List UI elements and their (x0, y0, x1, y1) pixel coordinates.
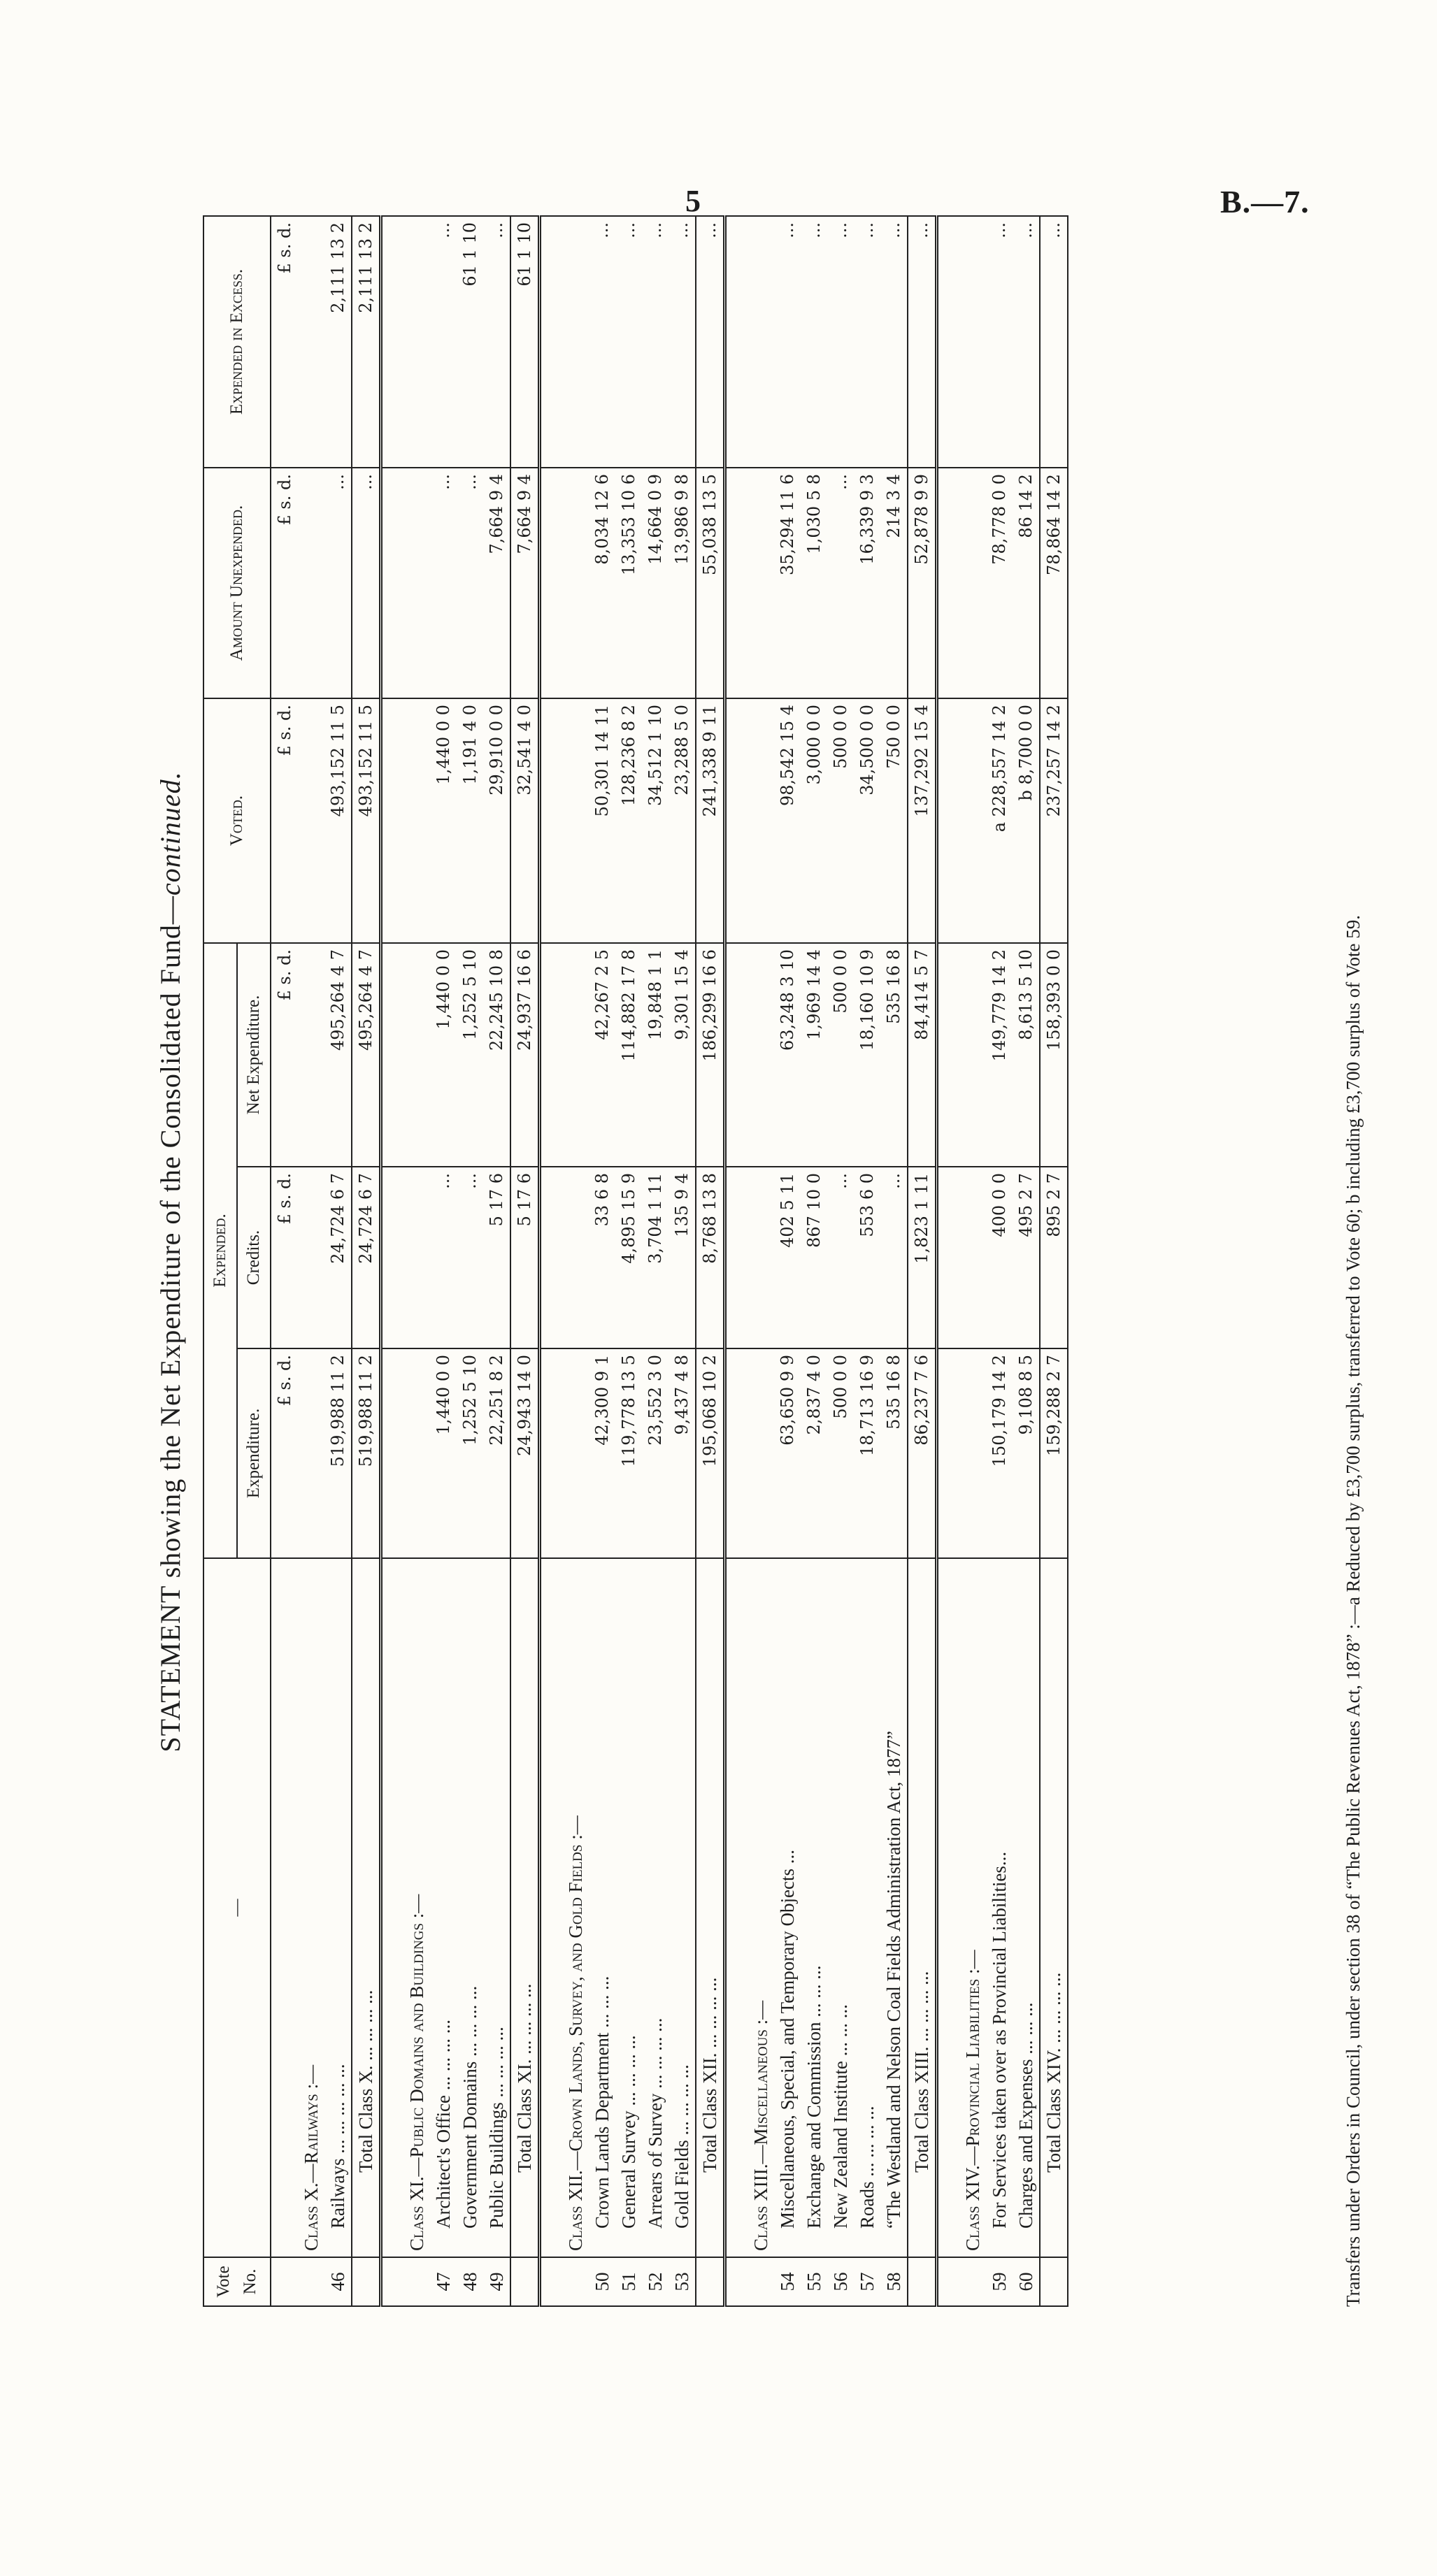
vote-number: 50 (589, 2257, 615, 2306)
cell-excess: ... (430, 216, 457, 468)
cell-excess: ... (827, 216, 854, 468)
table-row (589, 216, 615, 2306)
expenditure-table (203, 215, 1068, 2307)
cell-voted: 34,500 0 0 (854, 698, 880, 943)
title-continued: continued. (155, 771, 186, 896)
cell-expenditure: 119,778 13 5 (615, 1348, 642, 1558)
cell-unexpended: 7,664 9 4 (510, 468, 540, 698)
cell-voted: 493,152 11 5 (324, 698, 352, 943)
vote-number: 53 (669, 2257, 696, 2306)
table-row (615, 216, 642, 2306)
cell-excess: 61 1 10 (457, 216, 483, 468)
vote-label: General Survey ... ... ... ... (615, 1558, 642, 2257)
cell-credits: 553 6 0 (854, 1167, 880, 1348)
vote-number: 60 (1013, 2257, 1040, 2306)
cell-net: 495,264 4 7 (324, 943, 352, 1167)
cell-expenditure: 195,068 10 2 (696, 1348, 725, 1558)
cell-unexpended: 55,038 13 5 (696, 468, 725, 698)
cell-excess: ... (774, 216, 801, 468)
cell-net: 8,613 5 10 (1013, 943, 1040, 1167)
cell-voted: 50,301 14 11 (589, 698, 615, 943)
footnote: Transfers under Orders in Council, under section 38 of “The Public Revenues Act, 1878” :—a Reduced by £3,700 surplus, transferred to Vote 60; b including £3,700 surplus of Vote 59. (1343, 915, 1364, 2307)
cell-excess: 2,111 13 2 (352, 216, 381, 468)
cell-expenditure: 9,108 8 5 (1013, 1348, 1040, 1558)
table-row (774, 216, 801, 2306)
cell-expenditure: 159,288 2 7 (1040, 1348, 1068, 1558)
cell-unexpended: 86 14 2 (1013, 468, 1040, 698)
cell-net: 42,267 2 5 (589, 943, 615, 1167)
vote-label: Arrears of Survey ... ... ... ... (642, 1558, 669, 2257)
vote-label: Exchange and Commission ... ... ... (801, 1558, 827, 2257)
table-row (880, 216, 908, 2306)
total-label: Total Class XIV. ... ... ... ... (1040, 1558, 1068, 2257)
vote-number: 58 (880, 2257, 908, 2306)
cell-voted: 3,000 0 0 (801, 698, 827, 943)
cell-excess: ... (801, 216, 827, 468)
cell-voted: 32,541 4 0 (510, 698, 540, 943)
total-label: Total Class XII. ... ... ... ... (696, 1558, 725, 2257)
cell-voted: 23,288 5 0 (669, 698, 696, 943)
cell-credits: 867 10 0 (801, 1167, 827, 1348)
table-row (801, 216, 827, 2306)
units-row (271, 216, 298, 2306)
vote-label: Roads ... ... ... ... (854, 1558, 880, 2257)
cell-excess: ... (642, 216, 669, 468)
vote-number: 47 (430, 2257, 457, 2306)
cell-net: 22,245 10 8 (483, 943, 510, 1167)
cell-unexpended: ... (430, 468, 457, 698)
cell-expenditure: 23,552 3 0 (642, 1348, 669, 1558)
table-row (854, 216, 880, 2306)
total-row (510, 216, 540, 2306)
cell-excess: 61 1 10 (510, 216, 540, 468)
cell-expenditure: 535 16 8 (880, 1348, 908, 1558)
vote-label: Railways ... ... ... ... ... (324, 1558, 352, 2257)
cell-net: 84,414 5 7 (908, 943, 937, 1167)
cell-unexpended: ... (324, 468, 352, 698)
cell-voted: 34,512 1 10 (642, 698, 669, 943)
cell-unexpended: ... (352, 468, 381, 698)
vote-label: For Services taken over as Provincial Liabilities... (986, 1558, 1013, 2257)
vote-label: Public Buildings ... ... ... ... (483, 1558, 510, 2257)
cell-excess: ... (615, 216, 642, 468)
vote-number: 56 (827, 2257, 854, 2306)
statement-title (154, 217, 187, 2307)
cell-credits: 5 17 6 (510, 1167, 540, 1348)
cell-credits: 1,823 1 11 (908, 1167, 937, 1348)
cell-credits: 895 2 7 (1040, 1167, 1068, 1348)
vote-number: 52 (642, 2257, 669, 2306)
cell-voted: 241,338 9 11 (696, 698, 725, 943)
header-row-1 (203, 216, 237, 2306)
cell-net: 149,779 14 2 (986, 943, 1013, 1167)
vote-number: 48 (457, 2257, 483, 2306)
cell-net: 495,264 4 7 (352, 943, 381, 1167)
units-label: £ s. d. (271, 943, 298, 1167)
cell-credits: 402 5 11 (774, 1167, 801, 1348)
cell-voted: 493,152 11 5 (352, 698, 381, 943)
cell-voted: 29,910 0 0 (483, 698, 510, 943)
class-heading-row (403, 216, 430, 2306)
cell-voted: 1,440 0 0 (430, 698, 457, 943)
vote-number: 55 (801, 2257, 827, 2306)
page-number: 5 (685, 184, 701, 218)
cell-credits: 33 6 8 (589, 1167, 615, 1348)
cell-credits: 5 17 6 (483, 1167, 510, 1348)
cell-net: 186,299 16 6 (696, 943, 725, 1167)
cell-excess: ... (669, 216, 696, 468)
cell-net: 18,160 10 9 (854, 943, 880, 1167)
cell-excess: ... (589, 216, 615, 468)
cell-unexpended: 78,864 14 2 (1040, 468, 1068, 698)
cell-unexpended: 35,294 11 6 (774, 468, 801, 698)
cell-expenditure: 42,300 9 1 (589, 1348, 615, 1558)
vote-number: 51 (615, 2257, 642, 2306)
table-row (986, 216, 1013, 2306)
table-row (457, 216, 483, 2306)
cell-expenditure: 22,251 8 2 (483, 1348, 510, 1558)
cell-unexpended: 13,353 10 6 (615, 468, 642, 698)
class-heading: Class XIV.—Provincial Liabilities :— (959, 1558, 986, 2257)
class-heading: Class X.—Railways :— (298, 1558, 324, 2257)
cell-credits: ... (827, 1167, 854, 1348)
header-net-expenditure: Net Expenditure. (237, 943, 271, 1167)
cell-unexpended: 8,034 12 6 (589, 468, 615, 698)
cell-unexpended: 13,986 9 8 (669, 468, 696, 698)
total-row (908, 216, 937, 2306)
page-reference: B.—7. (1220, 184, 1310, 220)
cell-excess: ... (880, 216, 908, 468)
cell-voted: a 228,557 14 2 (986, 698, 1013, 943)
vote-number: 49 (483, 2257, 510, 2306)
cell-voted: 237,257 14 2 (1040, 698, 1068, 943)
cell-voted: 500 0 0 (827, 698, 854, 943)
cell-expenditure: 63,650 9 9 (774, 1348, 801, 1558)
cell-credits: 3,704 1 11 (642, 1167, 669, 1348)
vote-label: New Zealand Institute ... ... ... (827, 1558, 854, 2257)
header-description: — (203, 1558, 271, 2257)
vote-label: Architect's Office ... ... ... ... (430, 1558, 457, 2257)
cell-net: 500 0 0 (827, 943, 854, 1167)
total-label: Total Class X. ... ... ... ... (352, 1558, 381, 2257)
vote-label: Crown Lands Department ... ... ... (589, 1558, 615, 2257)
cell-credits: 135 9 4 (669, 1167, 696, 1348)
header-credits: Credits. (237, 1167, 271, 1348)
header-vote-no: Vote No. (203, 2257, 271, 2306)
title-main: STATEMENT showing the Net Expenditure of the Consolidated Fund— (155, 895, 186, 1753)
cell-expenditure: 1,440 0 0 (430, 1348, 457, 1558)
vote-number: 54 (774, 2257, 801, 2306)
total-label: Total Class XI. ... ... ... ... (510, 1558, 540, 2257)
class-heading-row (959, 216, 986, 2306)
cell-excess: ... (1013, 216, 1040, 468)
cell-expenditure: 18,713 16 9 (854, 1348, 880, 1558)
cell-net: 1,252 5 10 (457, 943, 483, 1167)
table-row (324, 216, 352, 2306)
cell-excess: ... (1040, 216, 1068, 468)
table-row (827, 216, 854, 2306)
vote-number: 59 (986, 2257, 1013, 2306)
class-heading: Class XI.—Public Domains and Buildings :— (403, 1558, 430, 2257)
table-row (483, 216, 510, 2306)
header-expended: Expended. (203, 943, 237, 1558)
vote-label: Gold Fields ... ... ... ... (669, 1558, 696, 2257)
header-voted: Voted. (203, 698, 271, 943)
cell-voted: 750 0 0 (880, 698, 908, 943)
table-row (1013, 216, 1040, 2306)
cell-net: 63,248 3 10 (774, 943, 801, 1167)
table-row (669, 216, 696, 2306)
cell-unexpended: 214 3 4 (880, 468, 908, 698)
cell-net: 535 16 8 (880, 943, 908, 1167)
cell-net: 114,882 17 8 (615, 943, 642, 1167)
cell-voted: b 8,700 0 0 (1013, 698, 1040, 943)
vote-number: 46 (324, 2257, 352, 2306)
cell-net: 1,969 14 4 (801, 943, 827, 1167)
cell-expenditure: 519,988 11 2 (352, 1348, 381, 1558)
header-amount-unexpended: Amount Unexpended. (203, 468, 271, 698)
cell-voted: 98,542 15 4 (774, 698, 801, 943)
cell-net: 9,301 15 4 (669, 943, 696, 1167)
vote-label: Government Domains ... ... ... ... (457, 1558, 483, 2257)
header-expended-in-excess: Expended in Excess. (203, 216, 271, 468)
cell-excess: ... (483, 216, 510, 468)
vote-label: Miscellaneous, Special, and Temporary Objects ... (774, 1558, 801, 2257)
cell-credits: ... (457, 1167, 483, 1348)
cell-expenditure: 2,837 4 0 (801, 1348, 827, 1558)
class-heading-row (562, 216, 589, 2306)
total-row (352, 216, 381, 2306)
class-heading: Class XIII.—Miscellaneous :— (748, 1558, 774, 2257)
cell-credits: ... (880, 1167, 908, 1348)
units-label: £ s. d. (271, 468, 298, 698)
total-row (1040, 216, 1068, 2306)
cell-excess: ... (908, 216, 937, 468)
total-row (696, 216, 725, 2306)
cell-expenditure: 9,437 4 8 (669, 1348, 696, 1558)
units-label: £ s. d. (271, 698, 298, 943)
cell-net: 158,393 0 0 (1040, 943, 1068, 1167)
cell-excess: 2,111 13 2 (324, 216, 352, 468)
vote-label: Charges and Expenses ... ... ... (1013, 1558, 1040, 2257)
cell-expenditure: 150,179 14 2 (986, 1348, 1013, 1558)
units-label: £ s. d. (271, 1167, 298, 1348)
class-heading-row (298, 216, 324, 2306)
cell-net: 19,848 1 1 (642, 943, 669, 1167)
cell-voted: 137,292 15 4 (908, 698, 937, 943)
cell-excess: ... (854, 216, 880, 468)
total-label: Total Class XIII. ... ... ... ... (908, 1558, 937, 2257)
table-row (430, 216, 457, 2306)
vote-number: 57 (854, 2257, 880, 2306)
cell-voted: 128,236 8 2 (615, 698, 642, 943)
cell-unexpended: 14,664 0 9 (642, 468, 669, 698)
cell-credits: 8,768 13 8 (696, 1167, 725, 1348)
cell-credits: 24,724 6 7 (324, 1167, 352, 1348)
cell-net: 24,937 16 6 (510, 943, 540, 1167)
cell-excess: ... (696, 216, 725, 468)
units-label: £ s. d. (271, 1348, 298, 1558)
cell-expenditure: 86,237 7 6 (908, 1348, 937, 1558)
cell-credits: 400 0 0 (986, 1167, 1013, 1348)
cell-unexpended: 52,878 9 9 (908, 468, 937, 698)
cell-credits: ... (430, 1167, 457, 1348)
cell-net: 1,440 0 0 (430, 943, 457, 1167)
units-label: £ s. d. (271, 216, 298, 468)
cell-credits: 4,895 15 9 (615, 1167, 642, 1348)
cell-expenditure: 24,943 14 0 (510, 1348, 540, 1558)
vote-label: “The Westland and Nelson Coal Fields Administration Act, 1877” (880, 1558, 908, 2257)
cell-unexpended: 7,664 9 4 (483, 468, 510, 698)
cell-expenditure: 500 0 0 (827, 1348, 854, 1558)
cell-unexpended: ... (457, 468, 483, 698)
cell-expenditure: 1,252 5 10 (457, 1348, 483, 1558)
class-heading-row (748, 216, 774, 2306)
cell-unexpended: 1,030 5 8 (801, 468, 827, 698)
cell-excess: ... (986, 216, 1013, 468)
cell-unexpended: ... (827, 468, 854, 698)
cell-voted: 1,191 4 0 (457, 698, 483, 943)
rotated-statement (154, 217, 1413, 2307)
class-heading: Class XII.—Crown Lands, Survey, and Gold Fields :— (562, 1558, 589, 2257)
cell-expenditure: 519,988 11 2 (324, 1348, 352, 1558)
cell-credits: 495 2 7 (1013, 1167, 1040, 1348)
cell-unexpended: 16,339 9 3 (854, 468, 880, 698)
header-expenditure: Expenditure. (237, 1348, 271, 1558)
cell-unexpended: 78,778 0 0 (986, 468, 1013, 698)
table-row (642, 216, 669, 2306)
cell-credits: 24,724 6 7 (352, 1167, 381, 1348)
